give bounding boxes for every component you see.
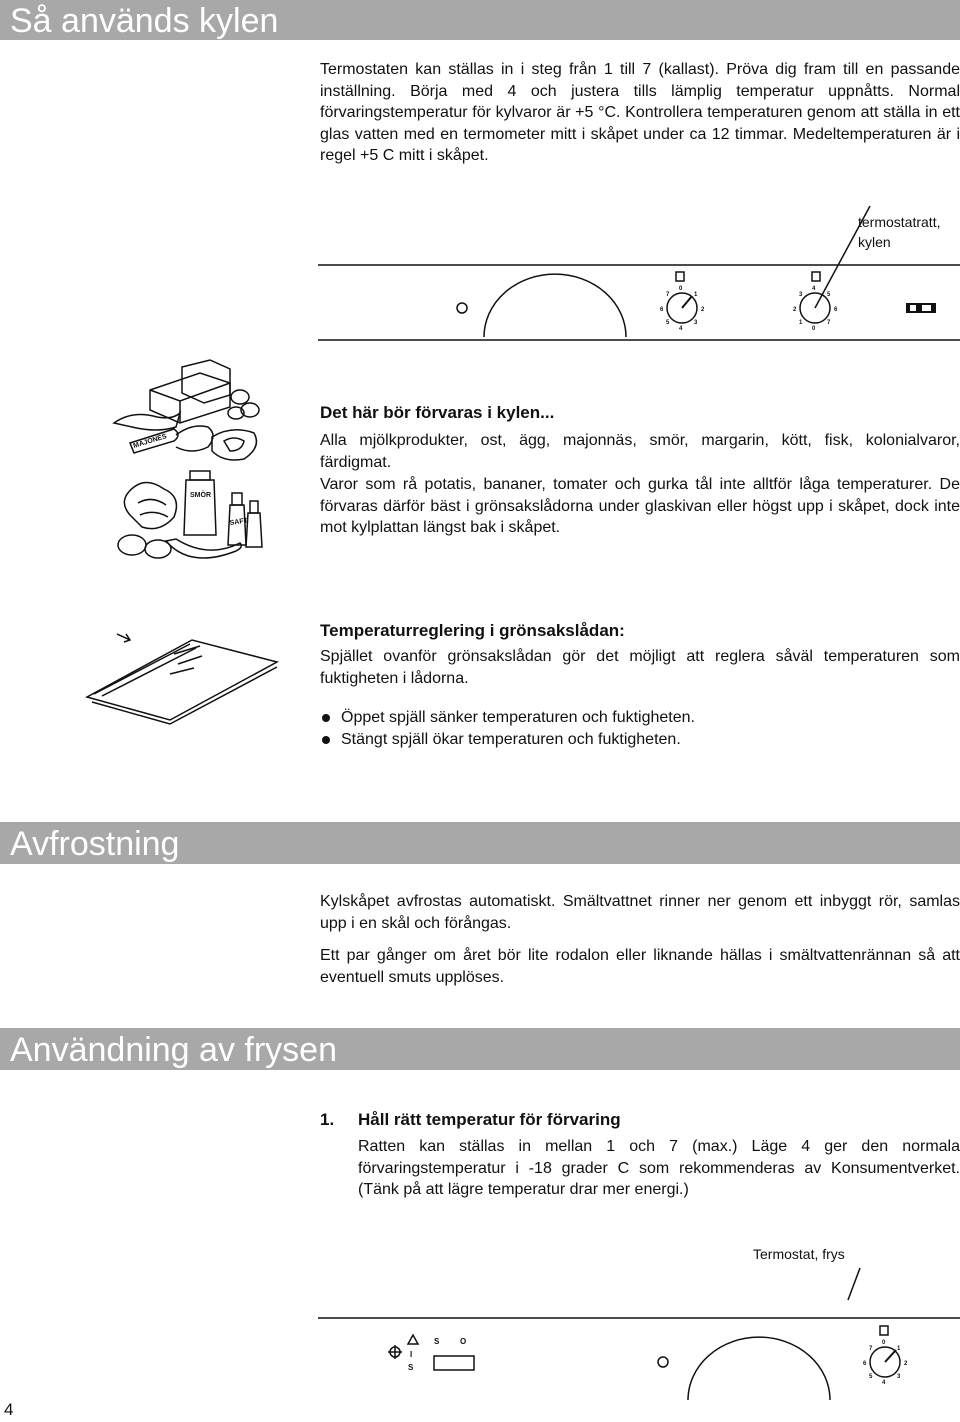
bullet-open-damper: Öppet spjäll sänker temperaturen och fuktigheten. [320, 707, 695, 729]
dial-left [660, 272, 705, 332]
step-number: 1. [320, 1110, 335, 1129]
storage-paragraph-1: Alla mjölkprodukter, ost, ägg, majonnäs, smör, margarin, kött, fisk, kolonialvaror, färdigmat. [320, 432, 960, 471]
svg-text:7: 7 [666, 292, 670, 298]
kylen-intro: Termostaten kan ställas in i steg från 1 till 7 (kallast). Pröva dig fram till en passande inställning. Börja med 4 och justera tills lämplig temperatur uppnåtts. Normal förvaringstemperatur för kylvaror är +5 °C. Kontrollera temperaturen genom att ställa in ett glas vatten med en termometer mitt i skåpet under ca 12 timmar. Medeltemperaturen är i regel +5 C mitt i skåpet. [320, 61, 960, 164]
section-title-kylen: Så används kylen [0, 0, 960, 40]
svg-text:6: 6 [863, 1361, 867, 1367]
svg-text:2: 2 [904, 1361, 908, 1367]
freezer-dial-label: Termostat, frys [753, 1246, 845, 1262]
veg-heading: Temperaturreglering i grönsakslådan: [320, 621, 625, 640]
page-number: 4 [4, 1400, 14, 1419]
section-title-frysen: Användning av frysen [0, 1028, 960, 1070]
storage-paragraph-2: Varor som rå potatis, bananer, tomater och gurka tål inte alltför låga temperaturer. De förvaras därför bäst i grönsakslådorna under glaskivan eller högst upp i skåpet, dock inte mot kylplattan längst bak i skåpet. [320, 476, 960, 536]
panel-symbol-i: I [410, 1350, 413, 1359]
smor-label: SMÖR [190, 492, 211, 499]
majones-label: MAJONES [132, 433, 168, 450]
dial-freezer [863, 1326, 908, 1386]
avfrostning-paragraph-1: Kylskåpet avfrostas automatiskt. Smältvattnet rinner ner genom ett inbyggt rör, samlas upp i en skål och förångas. [320, 893, 960, 932]
freezer-switch [434, 1356, 474, 1370]
svg-text:4: 4 [812, 286, 816, 292]
kylen-dial-label: termostatratt, kylen [858, 214, 941, 250]
veg-paragraph: Spjället ovanför grönsakslådan gör det möjligt att reglera såväl temperaturen som fuktigheten i lådorna. [320, 648, 960, 687]
svg-text:4: 4 [882, 1380, 886, 1386]
svg-text:6: 6 [834, 307, 838, 313]
svg-text:3: 3 [694, 320, 698, 326]
bullet-closed-damper: Stängt spjäll ökar temperaturen och fuktigheten. [320, 729, 695, 751]
damper-bullet-list [320, 707, 695, 751]
alarm-icon [408, 1335, 418, 1344]
svg-text:2: 2 [793, 307, 797, 313]
svg-text:6: 6 [660, 307, 664, 313]
svg-text:7: 7 [827, 320, 831, 326]
super-freeze-icon [388, 1345, 402, 1359]
panel-symbol-o: O [460, 1337, 467, 1346]
step-text: Ratten kan ställas in mellan 1 och 7 (max.) Läge 4 ger den normala förvaringstemperatur i -18 grader C som rekommenderas av Konsumentverket. (Tänk på att lägre temperatur drar mer energi.) [358, 1138, 960, 1198]
freezer-control-panel [0, 1300, 960, 1410]
avfrostning-paragraph-2: Ett par gånger om året bör lite rodalon eller liknande hällas i smältvattenrännan så att eventuell smuts upplöses. [320, 947, 960, 986]
svg-text:7: 7 [869, 1346, 873, 1352]
svg-text:3: 3 [897, 1374, 901, 1380]
panel-symbol-s-top: S [434, 1337, 440, 1346]
panel-symbol-s-bottom: S [408, 1363, 414, 1372]
svg-text:3: 3 [799, 292, 803, 298]
saft-label: SAFT [229, 517, 249, 527]
food-illustration [112, 355, 282, 570]
fridge-control-panel [0, 250, 960, 370]
svg-text:0: 0 [882, 1340, 886, 1346]
svg-text:5: 5 [869, 1374, 873, 1380]
section-title-avfrostning: Avfrostning [0, 822, 960, 864]
svg-text:1: 1 [799, 320, 803, 326]
svg-text:2: 2 [701, 307, 705, 313]
step-heading: Håll rätt temperatur för förvaring [358, 1110, 621, 1129]
crisper-shelf-illustration [82, 612, 282, 722]
svg-text:0: 0 [812, 326, 816, 332]
svg-text:1: 1 [694, 292, 698, 298]
svg-text:5: 5 [666, 320, 670, 326]
svg-text:4: 4 [679, 326, 683, 332]
storage-heading: Det här bör förvaras i kylen... [320, 403, 555, 422]
svg-text:0: 0 [679, 286, 683, 292]
svg-text:1: 1 [897, 1346, 901, 1352]
svg-text:5: 5 [827, 292, 831, 298]
